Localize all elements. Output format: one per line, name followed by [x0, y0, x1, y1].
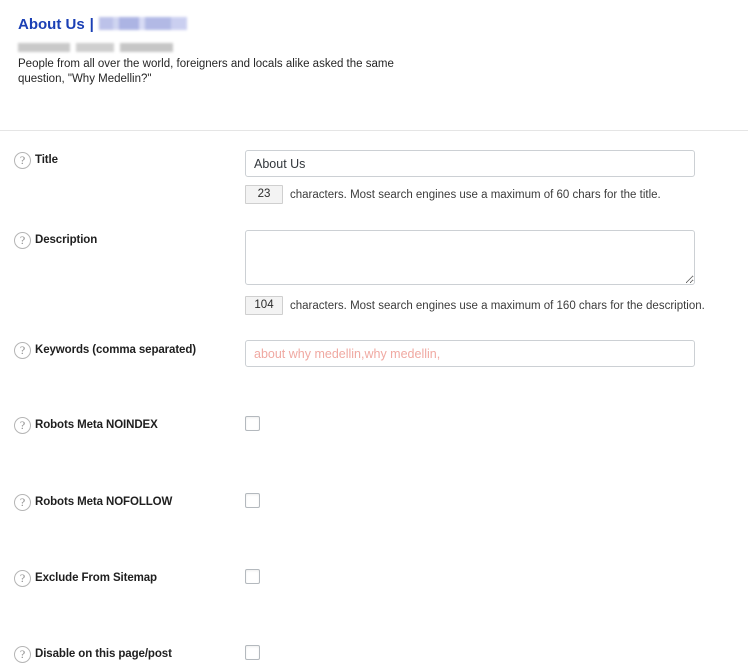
question-mark-icon[interactable]: ?: [14, 232, 31, 249]
description-char-count: 104: [245, 296, 283, 315]
disable-page-label-group: [14, 644, 229, 663]
title-counter-line: [245, 185, 730, 204]
row-robots-nofollow: [0, 492, 748, 511]
disable-page-field-group: [229, 644, 730, 663]
keywords-field-group: [229, 340, 730, 367]
disable-page-checkbox[interactable]: [245, 645, 260, 660]
row-title: [0, 150, 748, 204]
keywords-label-group: [14, 340, 229, 359]
question-mark-icon[interactable]: ?: [14, 494, 31, 511]
row-disable-page: [0, 644, 748, 663]
title-label: Title: [35, 154, 58, 166]
title-field-group: [229, 150, 730, 204]
title-input[interactable]: [245, 150, 695, 177]
question-mark-icon[interactable]: ?: [14, 152, 31, 169]
noindex-label: Robots Meta NOINDEX: [35, 419, 158, 431]
snippet-url-redacted: [18, 43, 173, 52]
row-robots-noindex: [0, 415, 748, 434]
keywords-input[interactable]: [245, 340, 695, 367]
title-char-count: 23: [245, 185, 283, 204]
snippet-title-row: [18, 16, 730, 33]
description-counter-hint: characters. Most search engines use a maximum of 160 chars for the description.: [290, 299, 705, 312]
title-counter-hint: characters. Most search engines use a maximum of 60 chars for the title.: [290, 188, 661, 201]
snippet-separator: |: [89, 16, 94, 33]
question-mark-icon[interactable]: ?: [14, 646, 31, 663]
row-exclude-sitemap: [0, 568, 748, 587]
nofollow-label-group: [14, 492, 229, 511]
snippet-title[interactable]: About Us: [18, 16, 85, 33]
noindex-label-group: [14, 415, 229, 434]
exclude-sitemap-label-group: [14, 568, 229, 587]
search-snippet-preview: [0, 0, 748, 131]
description-label: Description: [35, 234, 98, 246]
nofollow-field-group: [229, 492, 730, 511]
exclude-sitemap-checkbox[interactable]: [245, 569, 260, 584]
question-mark-icon[interactable]: ?: [14, 342, 31, 359]
description-counter-line: [245, 296, 730, 315]
noindex-checkbox[interactable]: [245, 416, 260, 431]
description-textarea[interactable]: [245, 230, 695, 285]
description-label-group: [14, 230, 229, 249]
exclude-sitemap-label: Exclude From Sitemap: [35, 572, 157, 584]
question-mark-icon[interactable]: ?: [14, 417, 31, 434]
title-label-group: [14, 150, 229, 169]
description-field-group: [229, 230, 730, 315]
snippet-description: People from all over the world, foreigners and locals alike asked the same question, "Why Medellin?": [18, 58, 394, 86]
exclude-sitemap-field-group: [229, 568, 730, 587]
row-description: [0, 230, 748, 315]
noindex-field-group: [229, 415, 730, 434]
nofollow-label: Robots Meta NOFOLLOW: [35, 496, 173, 508]
keywords-label: Keywords (comma separated): [35, 344, 197, 356]
question-mark-icon[interactable]: ?: [14, 570, 31, 587]
disable-page-label: Disable on this page/post: [35, 648, 172, 660]
row-keywords: [0, 340, 748, 367]
snippet-site-name-redacted: [99, 17, 187, 30]
nofollow-checkbox[interactable]: [245, 493, 260, 508]
settings-rows: [0, 150, 748, 663]
